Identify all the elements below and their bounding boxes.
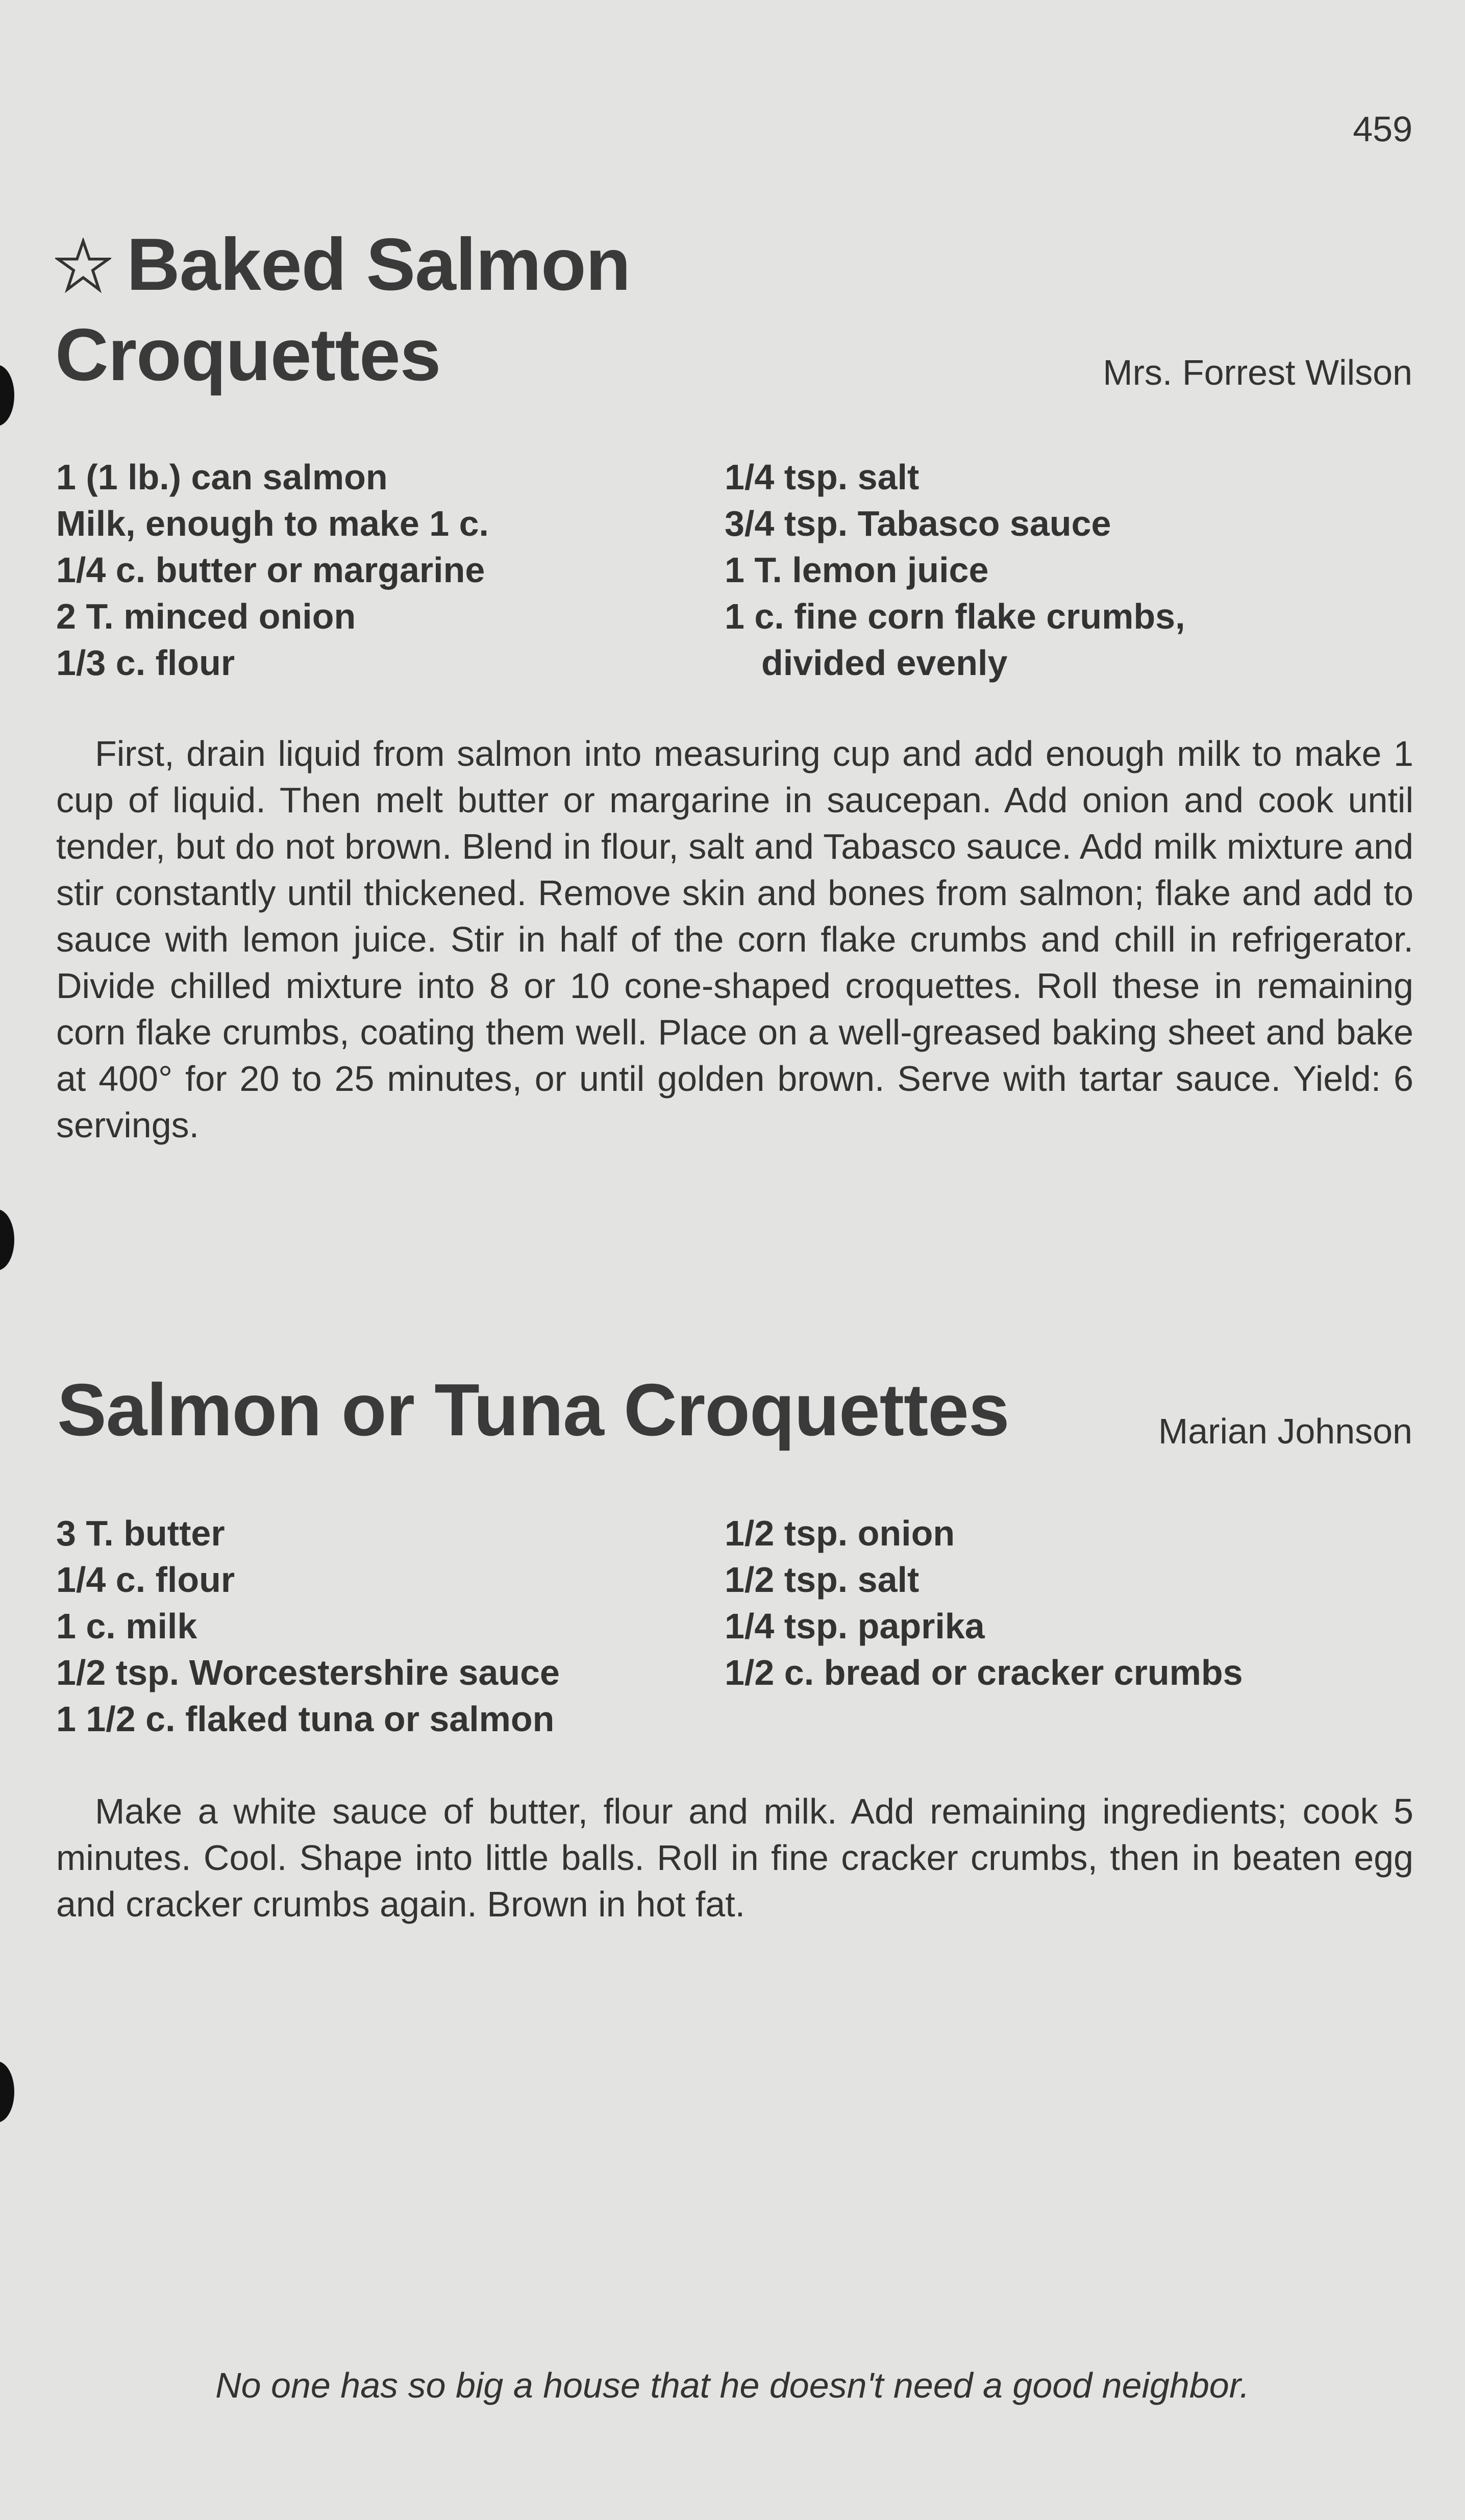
ingredient-item: 3/4 tsp. Tabasco sauce (725, 504, 1111, 543)
ingredient-item: 1/4 tsp. salt (725, 457, 920, 497)
ingredients-list (56, 1510, 1408, 1742)
footer-quote: No one has so big a house that he doesn't need a good neighbor. (215, 2365, 1250, 2405)
recipe-directions: Make a white sauce of butter, flour and milk. Add remaining ingredients; cook 5 minutes. Cool. Shape into little balls. Roll in fine cracker crumbs, then in beaten egg and cracker crumbs again. Brown in hot fat. (56, 1791, 1413, 1924)
recipe-author: Mrs. Forrest Wilson (1103, 353, 1412, 392)
ingredients-list (56, 454, 1408, 686)
ingredient-item: 1 (1 lb.) can salmon (56, 457, 388, 497)
ingredient-item: Milk, enough to make 1 c. (56, 504, 489, 543)
ingredient-item: 3 T. butter (56, 1513, 225, 1553)
recipe-title-line: Salmon or Tuna Croquettes (57, 1368, 1009, 1451)
ingredient-item: 1/4 tsp. paprika (725, 1606, 985, 1646)
ingredients-column-right (725, 1510, 1408, 1742)
ingredients-column-right (725, 454, 1408, 686)
recipe-directions: First, drain liquid from salmon into measuring cup and add enough milk to make 1 cup of liquid. Then melt butter or margarine in saucepan. Add onion and cook until tender, but do not brown. Blend in flour, salt and Tabasco sauce. Add milk mixture and stir constantly until thickened. Remove skin and bones from salmon; flake and add to sauce with lemon juice. Stir in half of the corn flake crumbs and chill in refrigerator. Divide chilled mixture into 8 or 10 cone-shaped croquettes. Roll these in remaining corn flake crumbs, coating them well. Place on a well-greased baking sheet and bake at 400° for 20 to 25 minutes, or until golden brown. Serve with tartar sauce. Yield: 6 servings. (56, 734, 1413, 1145)
ingredient-item: 1/3 c. flour (56, 643, 235, 683)
ingredient-item: 1/4 c. butter or margarine (56, 550, 485, 590)
ingredient-item: 1/4 c. flour (56, 1560, 235, 1600)
ingredient-item: 1/2 tsp. Worcestershire sauce (56, 1653, 560, 1692)
recipe-title (57, 1365, 1009, 1455)
ingredient-item: 1 1/2 c. flaked tuna or salmon (56, 1699, 555, 1739)
ingredient-item: 1 T. lemon juice (725, 550, 989, 590)
recipe-title (55, 219, 630, 400)
ingredient-item: 1/2 tsp. salt (725, 1560, 920, 1600)
ingredient-item: 1 c. milk (56, 1606, 197, 1646)
ingredient-item: 1/2 tsp. onion (725, 1513, 955, 1553)
recipe-title-line: Croquettes (55, 313, 441, 396)
ingredients-column-left (56, 454, 725, 686)
ingredient-item: 1 c. fine corn flake crumbs, (725, 596, 1185, 636)
binder-punch-hole (0, 1209, 14, 1270)
ingredient-item: 1/2 c. bread or cracker crumbs (725, 1653, 1243, 1692)
binder-punch-hole (0, 2061, 14, 2123)
ingredient-item-continued: divided evenly (761, 643, 1008, 683)
ingredient-item: 2 T. minced onion (56, 596, 356, 636)
star-outline-icon (55, 238, 111, 294)
recipe-author: Marian Johnson (1158, 1411, 1412, 1451)
recipe-title-line: Baked Salmon (127, 223, 631, 306)
page-number: 459 (1353, 109, 1412, 149)
ingredients-column-left (56, 1510, 725, 1742)
binder-punch-hole (0, 365, 14, 426)
